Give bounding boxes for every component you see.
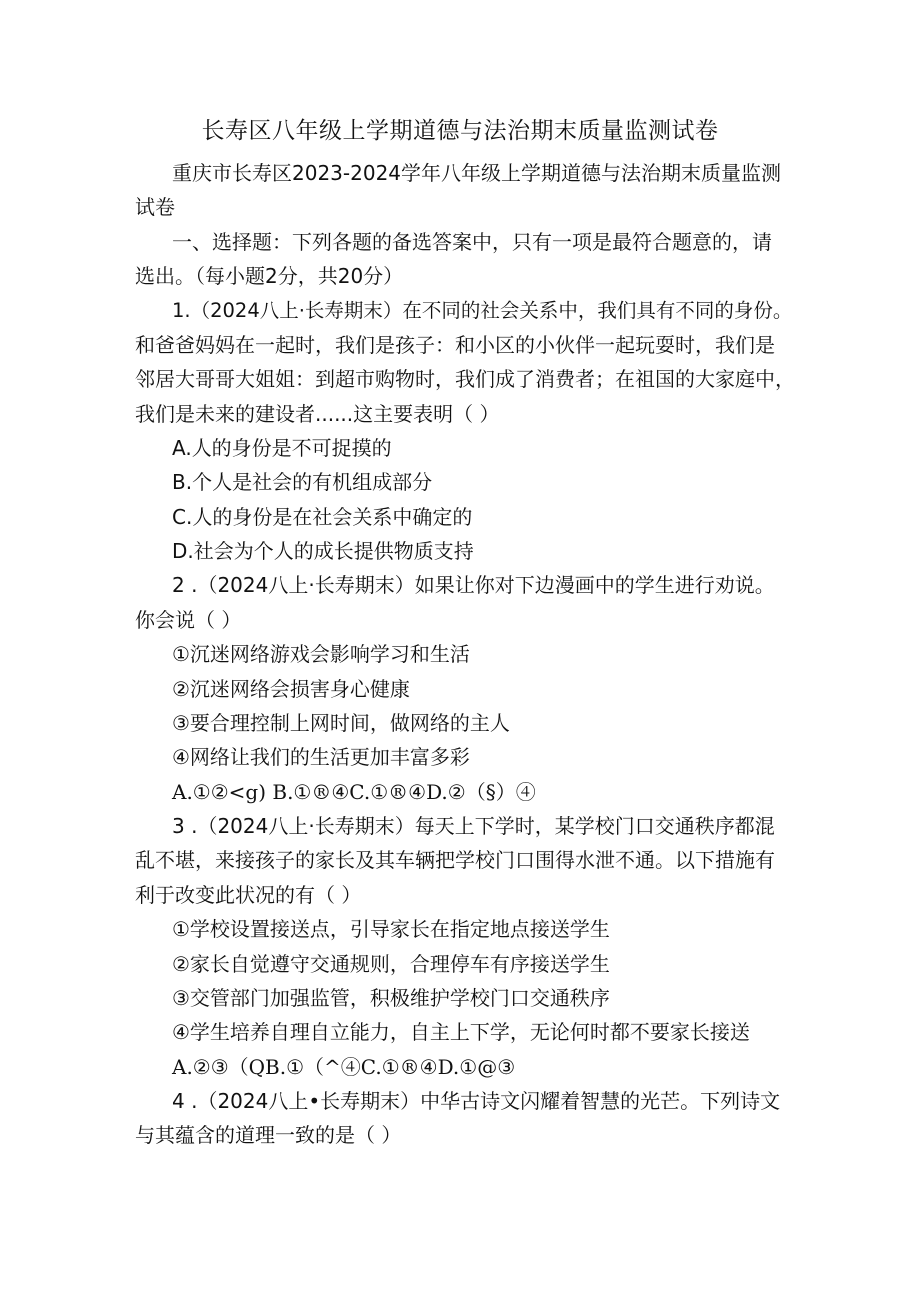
q2-answer-options: A.①②<g) B.①®④C.①®④D.②（§）④ <box>172 780 536 804</box>
q4-stem-line-1: 4 .（2024八上•长寿期末）中华古诗文闪耀着智慧的光芒。下列诗文 <box>172 1089 781 1113</box>
q2-item-2: ②沉迷网络会损害身心健康 <box>172 677 410 701</box>
q2-stem-line-2: 你会说（ ） <box>135 608 242 632</box>
q3-answer-options: A.②③（QB.①（^④C.①®④D.①@③ <box>172 1055 516 1079</box>
q1-option-d: D.社会为个人的成长提供物质支持 <box>172 539 474 563</box>
q3-item-1: ①学校设置接送点，引导家长在指定地点接送学生 <box>172 917 610 941</box>
exam-title: 长寿区八年级上学期道德与法治期末质量监测试卷 <box>201 118 719 144</box>
section-heading-line-2: 选出。（每小题2分，共20分） <box>135 264 404 288</box>
subtitle-line-2: 试卷 <box>135 195 175 219</box>
q1-option-c: C.人的身份是在社会关系中确定的 <box>172 505 473 529</box>
subtitle-line-1: 重庆市长寿区2023-2024学年八年级上学期道德与法治期末质量监测 <box>172 161 782 185</box>
q3-stem-line-2: 乱不堪，来接孩子的家长及其车辆把学校门口围得水泄不通。以下措施有 <box>135 848 775 872</box>
q3-item-2: ②家长自觉遵守交通规则，合理停车有序接送学生 <box>172 952 610 976</box>
q1-stem-line-4: 我们是未来的建设者......这主要表明（ ） <box>135 402 500 426</box>
q1-stem-line-2: 和爸爸妈妈在一起时，我们是孩子：和小区的小伙伴一起玩耍时，我们是 <box>135 333 775 357</box>
q1-stem-line-3: 邻居大哥哥大姐姐：到超市购物时，我们成了消费者；在祖国的大家庭中， <box>135 367 795 391</box>
q3-item-4: ④学生培养自理自立能力，自主上下学，无论何时都不要家长接送 <box>172 1020 750 1044</box>
q2-item-3: ③要合理控制上网时间，做网络的主人 <box>172 711 510 735</box>
q1-option-a: A.人的身份是不可捉摸的 <box>172 436 392 460</box>
q4-stem-line-2: 与其蕴含的道理一致的是（ ） <box>135 1123 402 1147</box>
q2-stem-line-1: 2 .（2024八上·长寿期末）如果让你对下边漫画中的学生进行劝说。 <box>172 573 775 597</box>
q2-item-1: ①沉迷网络游戏会影响学习和生活 <box>172 642 470 666</box>
section-heading-line-1: 一、选择题：下列各题的备选答案中，只有一项是最符合题意的，请 <box>172 230 772 254</box>
q1-stem-line-1: 1.（2024八上·长寿期末）在不同的社会关系中，我们具有不同的身份。 <box>172 299 793 322</box>
q1-option-b: B.个人是社会的有机组成部分 <box>172 470 433 494</box>
q3-stem-line-3: 利于改变此状况的有（ ） <box>135 883 362 907</box>
q3-stem-line-1: 3 .（2024八上·长寿期末）每天上下学时，某学校门口交通秩序都混 <box>172 814 775 838</box>
q3-item-3: ③交管部门加强监管，积极维护学校门口交通秩序 <box>172 986 610 1010</box>
q2-item-4: ④网络让我们的生活更加丰富多彩 <box>172 745 470 769</box>
